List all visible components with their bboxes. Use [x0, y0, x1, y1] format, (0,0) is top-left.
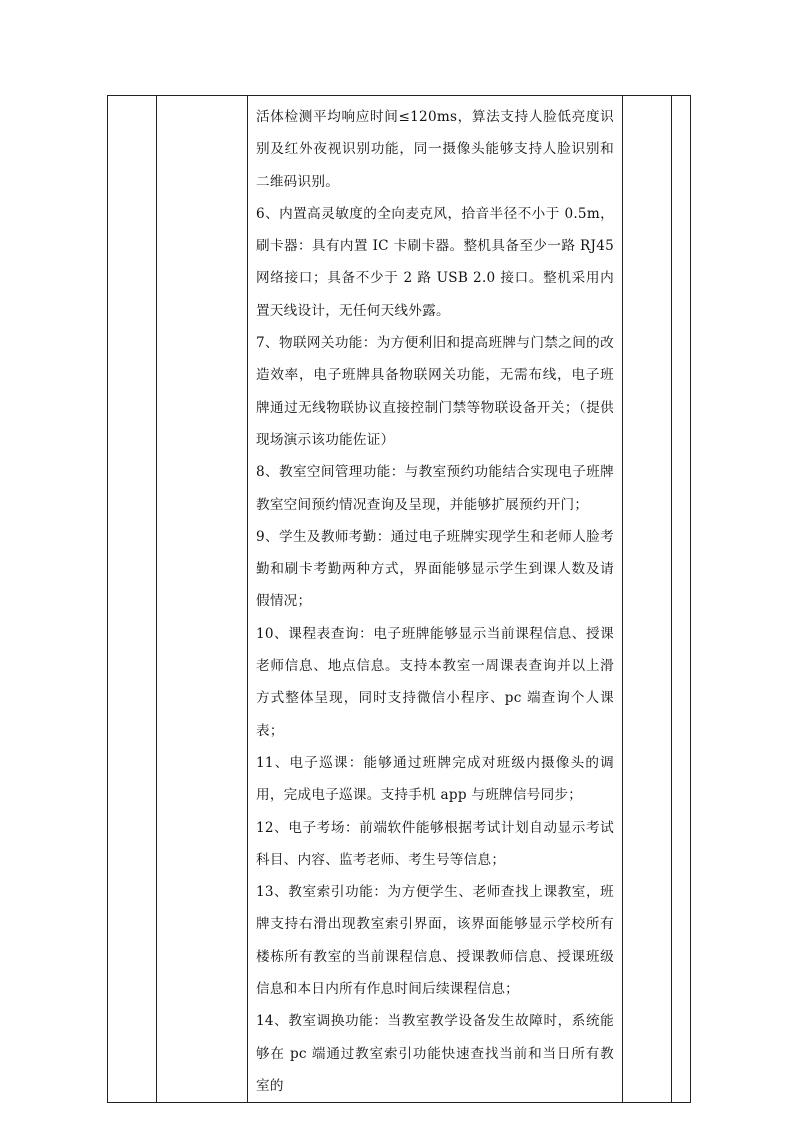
requirements-text [248, 96, 622, 1102]
paragraph: 7、物联网关功能：为方便利旧和提高班牌与门禁之间的改造效率，电子班牌具备物联网关功能，无需布线，电子班牌通过无线物联协议直接控制门禁等物联设备开关；（提供现场演示该功能佐证） [256, 335, 614, 448]
paragraph: 6、内置高灵敏度的全向麦克风，拾音半径不小于 0.5m，刷卡器：具有内置 IC 卡刷卡器。整机具备至少一路 RJ45 网络接口；具备不少于 2 路 USB 2.0 接口。整机采用内置天线设计，无任何天线外露。 [256, 205, 614, 319]
spec-table [107, 95, 691, 1103]
table-cell-index [108, 96, 157, 1103]
paragraph: 10、课程表查询：电子班牌能够显示当前课程信息、授课老师信息、地点信息。支持本教室一周课表查询并以上滑方式整体呈现，同时支持微信小程序、pc 端查询个人课表； [256, 625, 614, 739]
paragraph: 9、学生及教师考勤：通过电子班牌实现学生和老师人脸考勤和刷卡考勤两种方式，界面能够显示学生到课人数及请假情况； [256, 528, 614, 610]
table-cell-remarks [672, 96, 691, 1103]
table-cell-quantity [623, 96, 672, 1103]
paragraph: 8、教室空间管理功能：与教室预约功能结合实现电子班牌教室空间预约情况查询及呈现，并能够扩展预约开门； [256, 464, 614, 513]
paragraph: 11、电子巡课：能够通过班牌完成对班级内摄像头的调用，完成电子巡课。支持手机 app 与班牌信号同步； [256, 754, 614, 804]
paragraph: 13、教室索引功能：为方便学生、老师查找上课教室，班牌支持右滑出现教室索引界面，该界面能够显示学校所有楼栋所有教室的当前课程信息、授课教师信息、授课班级信息和本日内所有作息时间后续课程信息； [256, 884, 614, 998]
paragraph: 14、教室调换功能：当教室教学设备发生故障时，系统能够在 pc 端通过教室索引功能快速查找当前和当日所有教室的 [256, 1013, 614, 1094]
table-row [108, 96, 691, 1103]
paragraph: 活体检测平均响应时间≤120ms，算法支持人脸低亮度识别及红外夜视识别功能，同一摄像头能够支持人脸识别和二维码识别。 [256, 109, 614, 190]
paragraph: 12、电子考场：前端软件能够根据考试计划自动显示考试科目、内容、监考老师、考生号等信息； [256, 819, 614, 868]
table-cell-requirements [248, 96, 623, 1103]
table-cell-item [157, 96, 248, 1103]
